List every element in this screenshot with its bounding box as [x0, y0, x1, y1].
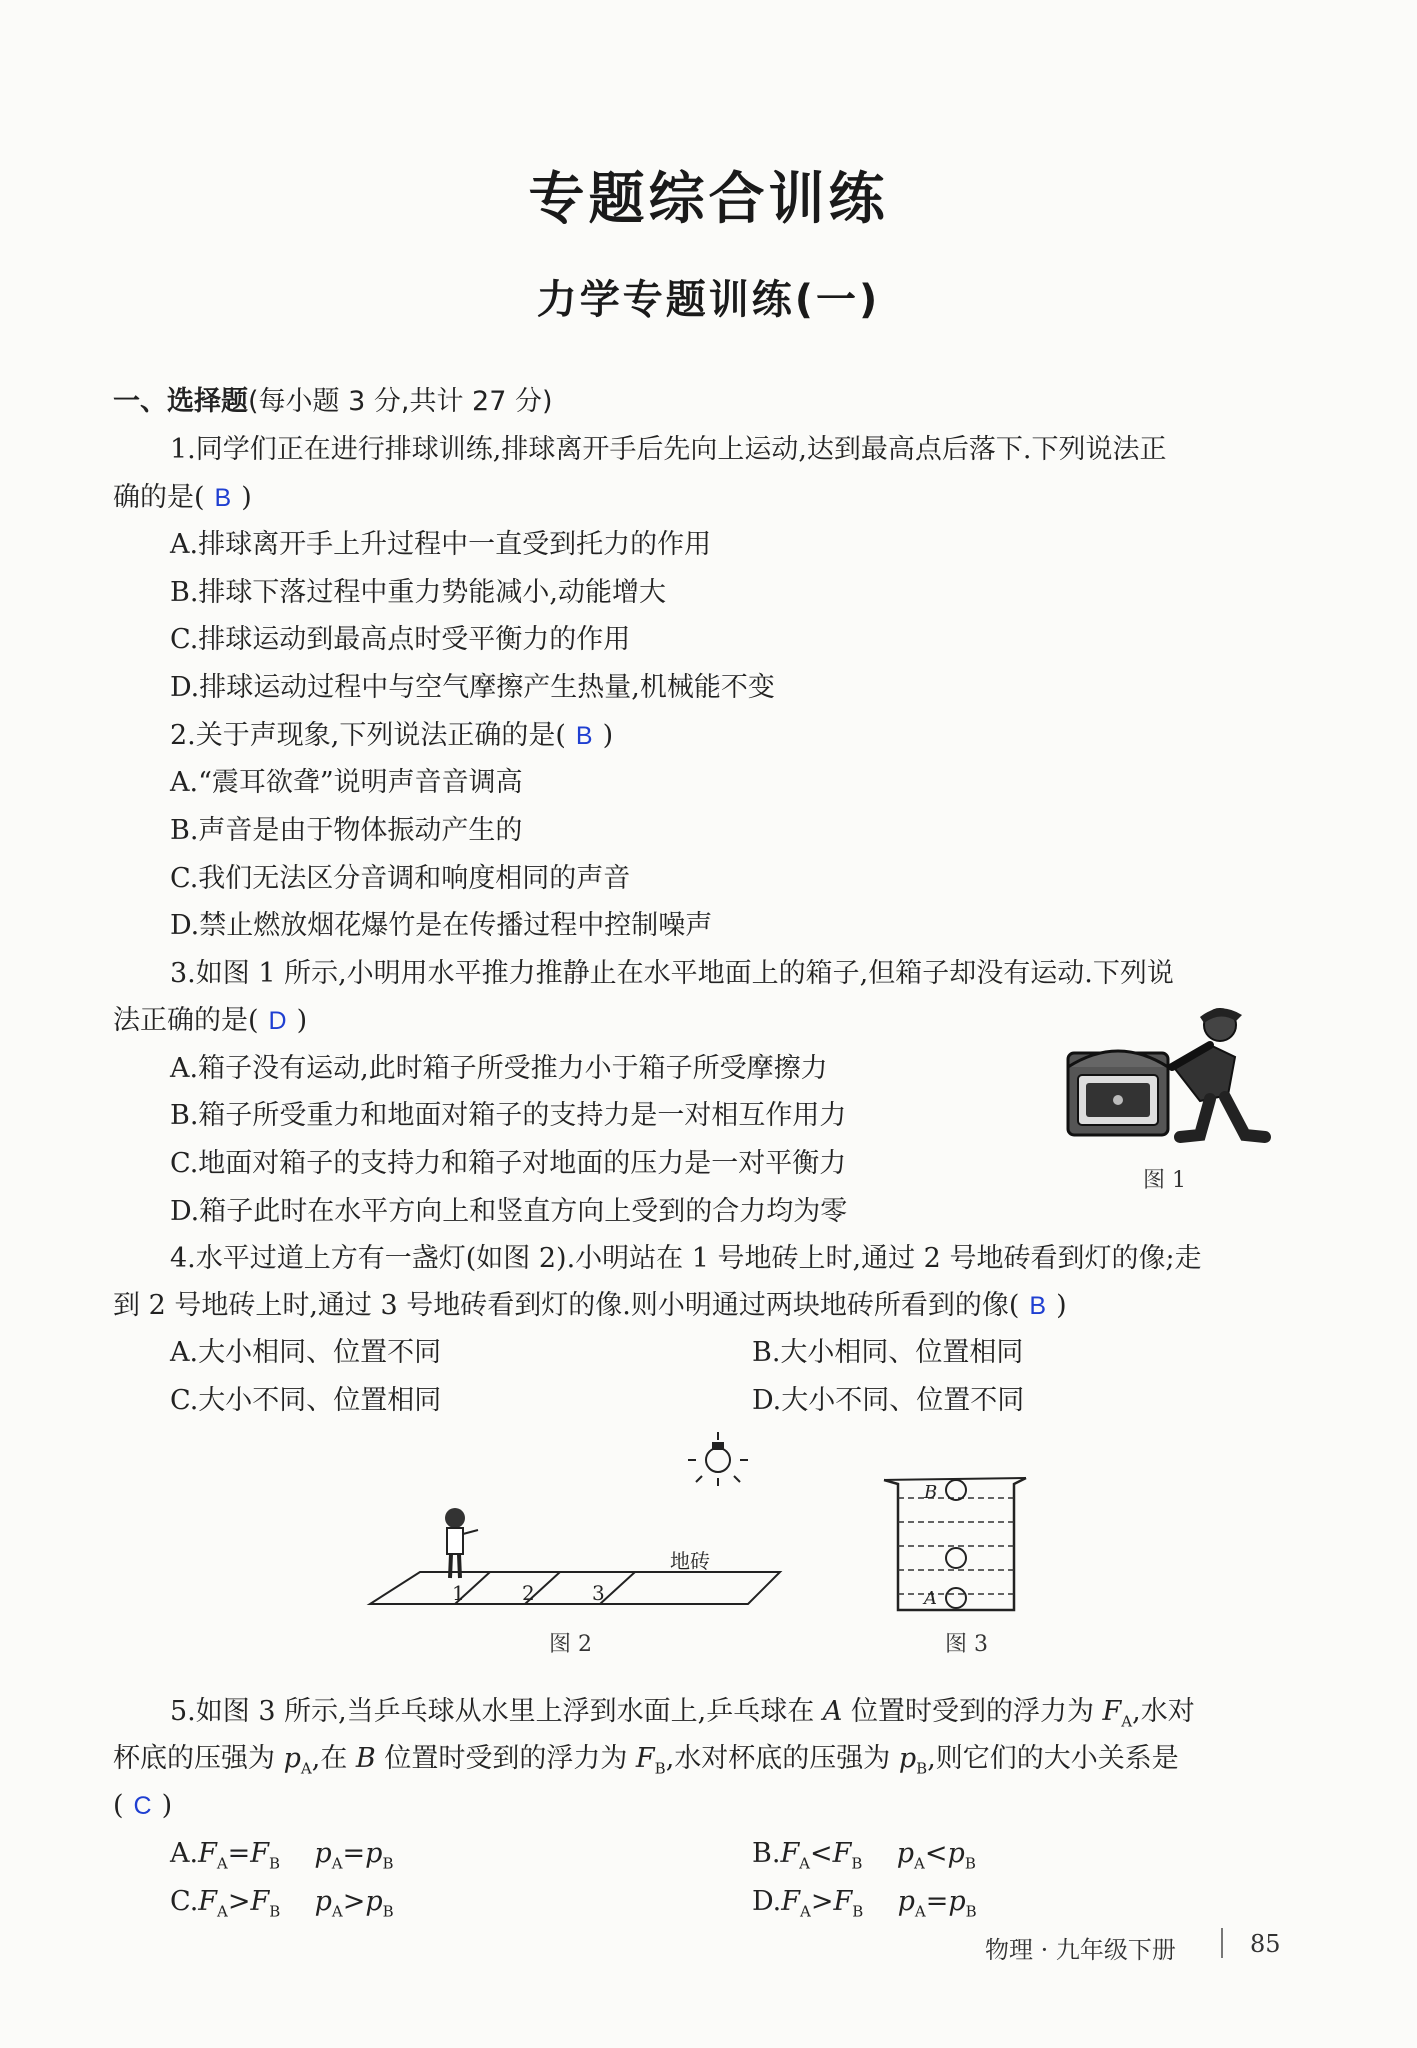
page-number: 85 [1250, 1930, 1281, 1958]
q4-option-b: B.大小相同、位置相同 [752, 1337, 1024, 1368]
q5-stem-line1 [170, 1694, 1195, 1739]
q1-option-d: D.排球运动过程中与空气摩擦产生热量,机械能不变 [170, 672, 775, 703]
q4-stem-line1: 4.水平过道上方有一盏灯(如图 2).小明站在 1 号地砖上时,通过 2 号地砖看到灯的像;走 [170, 1243, 1202, 1274]
q5-option-b [752, 1836, 976, 1881]
q2-option-c: C.我们无法区分音调和响度相同的声音 [170, 863, 631, 894]
q5-text: 5.如图 3 所示,当乒乓球从水里上浮到水面上,乒乓球在 [170, 1696, 823, 1727]
q5-pb: p [948, 1886, 966, 1917]
q1-answer: B [214, 484, 232, 512]
section-heading [113, 384, 553, 420]
q5-answer-line [113, 1788, 172, 1824]
q1-option-b: B.排球下落过程中重力势能减小,动能增大 [170, 577, 667, 608]
q5-fb: F [833, 1886, 853, 1917]
q1-option-a: A.排球离开手上升过程中一直受到托力的作用 [170, 529, 712, 560]
q5-sub-b: B [965, 1902, 977, 1921]
tile-label-2: 2 [522, 1581, 535, 1605]
option-letter: C. [170, 1886, 199, 1917]
q2-stem-text: 2.关于声现象,下列说法正确的是( [170, 720, 566, 751]
q1-stem-line2 [113, 480, 252, 516]
q5-open: ( [113, 1790, 124, 1821]
q5-fb: F [250, 1886, 270, 1917]
relation: > [342, 1886, 366, 1917]
q5-sub-b: B [269, 1854, 281, 1873]
page-subtitle: 力学专题训练(一) [536, 277, 881, 323]
q5-close: ) [161, 1790, 173, 1821]
q3-option-a: A.箱子没有运动,此时箱子所受推力小于箱子所受摩擦力 [170, 1053, 828, 1084]
section-note: (每小题 3 分,共计 27 分) [248, 386, 553, 417]
q5-option-c [170, 1884, 394, 1929]
q5-fb: F [250, 1838, 270, 1869]
q5-text: ,则它们的大小关系是 [927, 1743, 1179, 1774]
option-letter: B. [752, 1838, 781, 1869]
figure-2-caption: 图 2 [549, 1632, 592, 1657]
label-b: B [924, 1482, 938, 1503]
lamp-icon [688, 1432, 748, 1486]
boy-illustration [1172, 1008, 1265, 1137]
figure-2-corridor [360, 1420, 780, 1620]
figure-1-caption: 图 1 [1143, 1168, 1186, 1193]
q5-text: 位置时受到的浮力为 [375, 1743, 636, 1774]
q5-fb: F [635, 1743, 655, 1774]
boy-figure [445, 1508, 478, 1578]
floor-tile-label: 地砖 [670, 1549, 710, 1573]
relation: > [810, 1886, 834, 1917]
q5-text: 杯底的压强为 [113, 1743, 284, 1774]
q5-sub-b: B [382, 1902, 394, 1921]
q5-sub-a: A [914, 1902, 926, 1921]
q5-sub-a: A [914, 1854, 925, 1873]
q2-option-b: B.声音是由于物体振动产生的 [170, 815, 523, 846]
q5-text: ,在 [311, 1743, 356, 1774]
q5-fa: F [198, 1886, 218, 1917]
section-label: 一、选择题 [113, 386, 248, 417]
figure-3-caption: 图 3 [945, 1632, 988, 1657]
q5-option-d [752, 1884, 977, 1929]
q5-sub-a: A [799, 1854, 811, 1873]
ball-a [946, 1588, 966, 1608]
q5-sub-a: A [300, 1759, 312, 1778]
q5-sub-a: A [331, 1854, 343, 1873]
q5-text: ,水对杯底的压强为 [665, 1743, 899, 1774]
q5-pa: p [897, 1886, 915, 1917]
ball-middle [946, 1548, 966, 1568]
label-a: A [924, 1588, 937, 1609]
q5-sub-a: A [1121, 1712, 1133, 1731]
q2-answer: B [575, 722, 593, 750]
q2-stem [170, 718, 613, 754]
q3-stem-line2 [113, 1003, 307, 1039]
page-title: 专题综合训练 [528, 167, 889, 232]
q5-pos-a: A [822, 1696, 843, 1727]
relation: = [342, 1838, 366, 1869]
q5-sub-a: A [216, 1854, 228, 1873]
q3-close: ) [296, 1005, 308, 1036]
q5-option-a [170, 1836, 394, 1881]
q1-stem-line1: 1.同学们正在进行排球训练,排球离开手后先向上运动,达到最高点后落下.下列说法正 [170, 434, 1167, 465]
relation: < [924, 1838, 948, 1869]
q5-sub-a: A [800, 1902, 811, 1921]
q5-sub-b: B [916, 1759, 928, 1778]
q5-sub-b: B [654, 1759, 666, 1778]
ball-b [946, 1480, 966, 1500]
q5-pb: p [365, 1886, 383, 1917]
q3-option-b: B.箱子所受重力和地面对箱子的支持力是一对相互作用力 [170, 1100, 847, 1131]
q4-option-a: A.大小相同、位置不同 [170, 1337, 442, 1368]
q3-option-c: C.地面对箱子的支持力和箱子对地面的压力是一对平衡力 [170, 1148, 847, 1179]
q5-text: 位置时受到的浮力为 [842, 1696, 1103, 1727]
q5-sub-b: B [382, 1854, 394, 1873]
q3-stem-text: 法正确的是( [113, 1005, 259, 1036]
q1-close: ) [241, 482, 252, 513]
q4-option-d: D.大小不同、位置不同 [752, 1385, 1025, 1416]
q5-sub-a: A [217, 1902, 228, 1921]
q1-stem-text: 确的是( [113, 482, 205, 513]
q4-close: ) [1056, 1290, 1067, 1321]
relation: = [925, 1886, 949, 1917]
q2-close: ) [602, 720, 614, 751]
q5-pb: p [898, 1743, 917, 1774]
q5-sub-b: B [852, 1902, 864, 1921]
q5-sub-a: A [331, 1902, 343, 1921]
q3-option-d: D.箱子此时在水平方向上和竖直方向上受到的合力均为零 [170, 1196, 848, 1227]
box-illustration [1068, 1051, 1168, 1135]
q2-option-a: A.“震耳欲聋”说明声音音调高 [170, 767, 523, 798]
q5-pb: p [365, 1838, 383, 1869]
footer-divider [1221, 1928, 1223, 1958]
q3-stem-line1: 3.如图 1 所示,小明用水平推力推静止在水平地面上的箱子,但箱子却没有运动.下列说 [170, 958, 1174, 989]
q5-pa: p [314, 1838, 332, 1869]
floor-tiles [370, 1572, 780, 1604]
q5-fb: F [832, 1838, 852, 1869]
q5-fa: F [1102, 1696, 1122, 1727]
q4-stem-line2 [113, 1288, 1067, 1324]
q3-answer: D [268, 1007, 287, 1035]
q5-stem-line2 [113, 1741, 1179, 1786]
tile-label-3: 3 [592, 1581, 605, 1605]
relation: < [810, 1838, 833, 1869]
q5-pa: p [314, 1886, 332, 1917]
q5-answer: C [133, 1792, 152, 1820]
relation: = [227, 1838, 251, 1869]
q4-answer: B [1029, 1292, 1047, 1320]
q5-pos-b: B [355, 1743, 376, 1774]
q5-sub-b: B [269, 1902, 281, 1921]
q5-pa: p [283, 1743, 301, 1774]
q5-fa: F [781, 1886, 801, 1917]
relation: > [227, 1886, 251, 1917]
figure-3-beaker [880, 1470, 1030, 1620]
q5-pb: p [947, 1838, 965, 1869]
q4-option-c: C.大小不同、位置相同 [170, 1385, 442, 1416]
option-letter: A. [170, 1838, 199, 1869]
q1-option-c: C.排球运动到最高点时受平衡力的作用 [170, 624, 631, 655]
q5-pa: p [896, 1838, 915, 1869]
option-letter: D. [752, 1886, 782, 1917]
q5-sub-b: B [851, 1854, 863, 1873]
figure-1-boy-pushing-box [1060, 1005, 1280, 1145]
q4-stem-text: 到 2 号地砖上时,通过 3 号地砖看到灯的像.则小明通过两块地砖所看到的像( [113, 1290, 1020, 1321]
q5-sub-b: B [964, 1854, 976, 1873]
q5-text: ,水对 [1132, 1696, 1195, 1727]
footer-book-title: 物理 · 九年级下册 [985, 1936, 1176, 1964]
q2-option-d: D.禁止燃放烟花爆竹是在传播过程中控制噪声 [170, 910, 713, 941]
tile-label-1: 1 [452, 1581, 465, 1605]
q5-fa: F [198, 1838, 217, 1869]
q5-fa: F [780, 1838, 800, 1869]
